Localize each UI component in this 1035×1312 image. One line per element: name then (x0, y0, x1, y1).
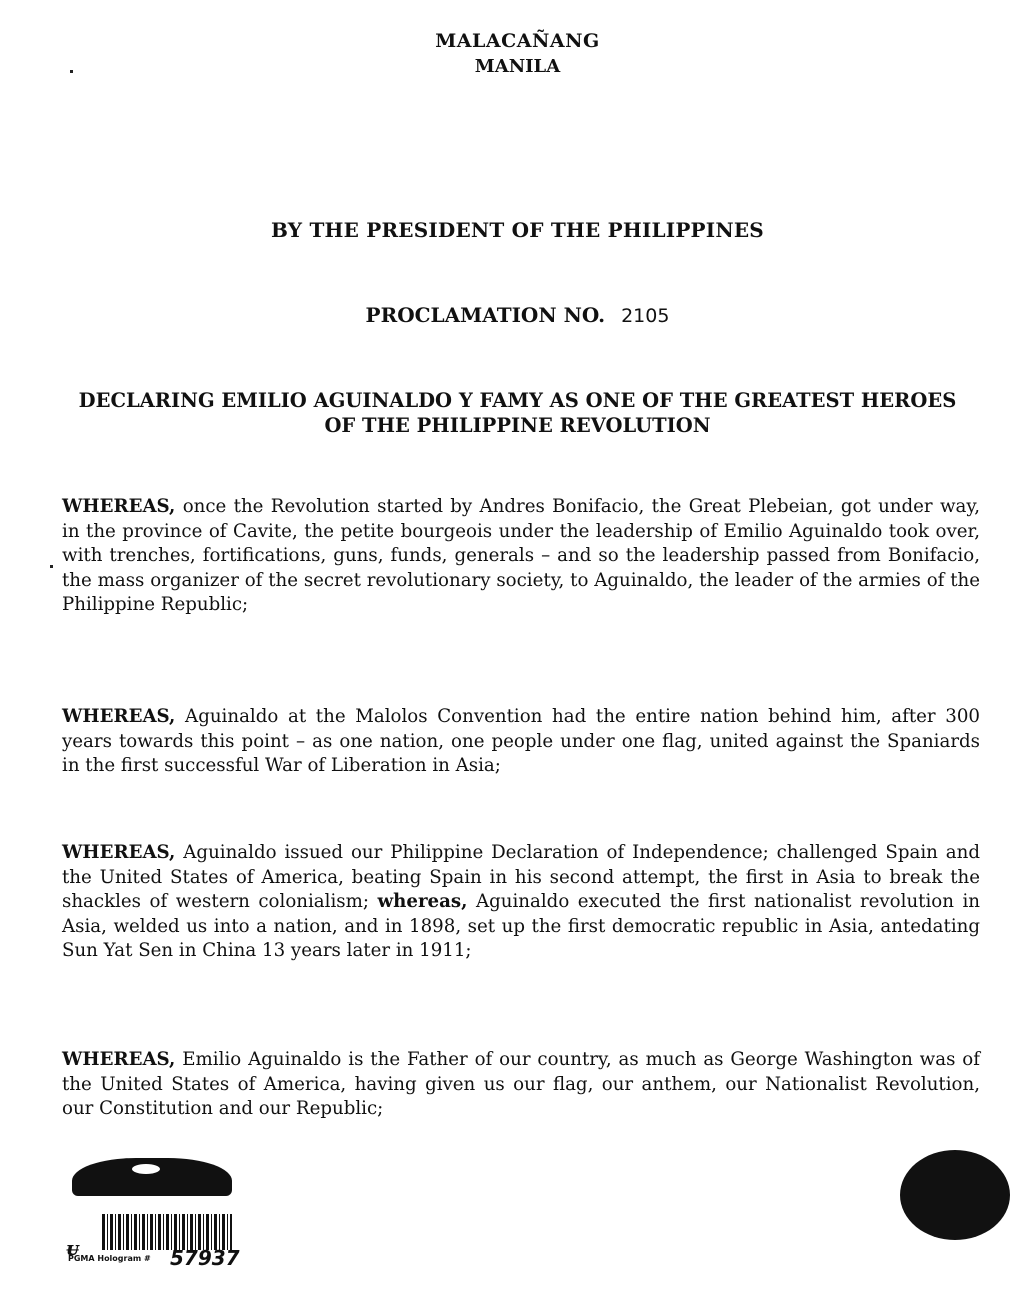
issuer-heading: BY THE PRESIDENT OF THE PHILIPPINES (271, 218, 764, 242)
clause-text: once the Revolution started by Andres Bonifacio, the Great Plebeian, got under way, in the province of Cavite, the petite bourgeois under the leadership of Emilio Aguinaldo took over, with trenches, fortifications, guns, funds, generals – and so the leadership passed from Bonifacio, the mass organizer of the secret revolutionary society, to Aguinaldo, the leader of the armies of the Philippine Republic; (62, 496, 980, 616)
whereas-clause-1 (62, 495, 980, 618)
whereas-clause-4 (62, 1048, 980, 1122)
proclamation-title: DECLARING EMILIO AGUINALDO Y FAMY AS ONE OF THE GREATEST HEROES OF THE PHILIPPINE REVOLUTION (78, 389, 957, 437)
clause-lead: WHEREAS, (62, 842, 176, 863)
city-heading: MANILA (474, 56, 561, 77)
hologram-label: PGMA Hologram # (68, 1254, 151, 1263)
hologram-seal (66, 1158, 240, 1270)
clause-text: Aguinaldo issued our Philippine Declaration of Independence; challenged Spain and the United States of America, beating Spain in his second attempt, the first in Asia to break the shackles of western colonialism; (62, 842, 980, 913)
clause-lead: WHEREAS, (62, 706, 176, 727)
malacanang-palace-icon (72, 1158, 232, 1196)
clause-text: Aguinaldo executed the first nationalist revolution in Asia, welded us into a nation, and in 1898, set up the first democratic republic in Asia, antedating Sun Yat Sen in China 13 years later in 1911; (62, 891, 980, 962)
official-seal-icon (900, 1150, 1010, 1240)
barcode-icon (102, 1214, 232, 1250)
proclamation-label: PROCLAMATION NO. (365, 303, 606, 327)
clause-mid-lead: whereas, (377, 891, 468, 913)
hologram-number: 57937 (170, 1246, 240, 1270)
clause-text: Aguinaldo at the Malolos Convention had the entire nation behind him, after 300 years towards this point – as one nation, one people under one flag, united against the Spaniards in the first successful War of Liberation in Asia; (62, 706, 980, 777)
whereas-clause-2 (62, 705, 980, 779)
clause-text: Emilio Aguinaldo is the Father of our country, as much as George Washington was of the United States of America, having given us our flag, our anthem, our Nationalist Revolution, our Constitution and our Republic; (62, 1049, 980, 1120)
proclamation-heading (0, 303, 1035, 327)
initials-signature: ᵾ (66, 1236, 79, 1260)
office-heading: MALACAÑANG (435, 30, 600, 52)
clause-lead: WHEREAS, (62, 1049, 176, 1070)
scan-speck (50, 565, 53, 568)
proclamation-number: 2105 (621, 305, 670, 327)
whereas-clause-3 (62, 841, 980, 964)
clause-lead: WHEREAS, (62, 496, 176, 517)
scan-speck (70, 70, 73, 73)
